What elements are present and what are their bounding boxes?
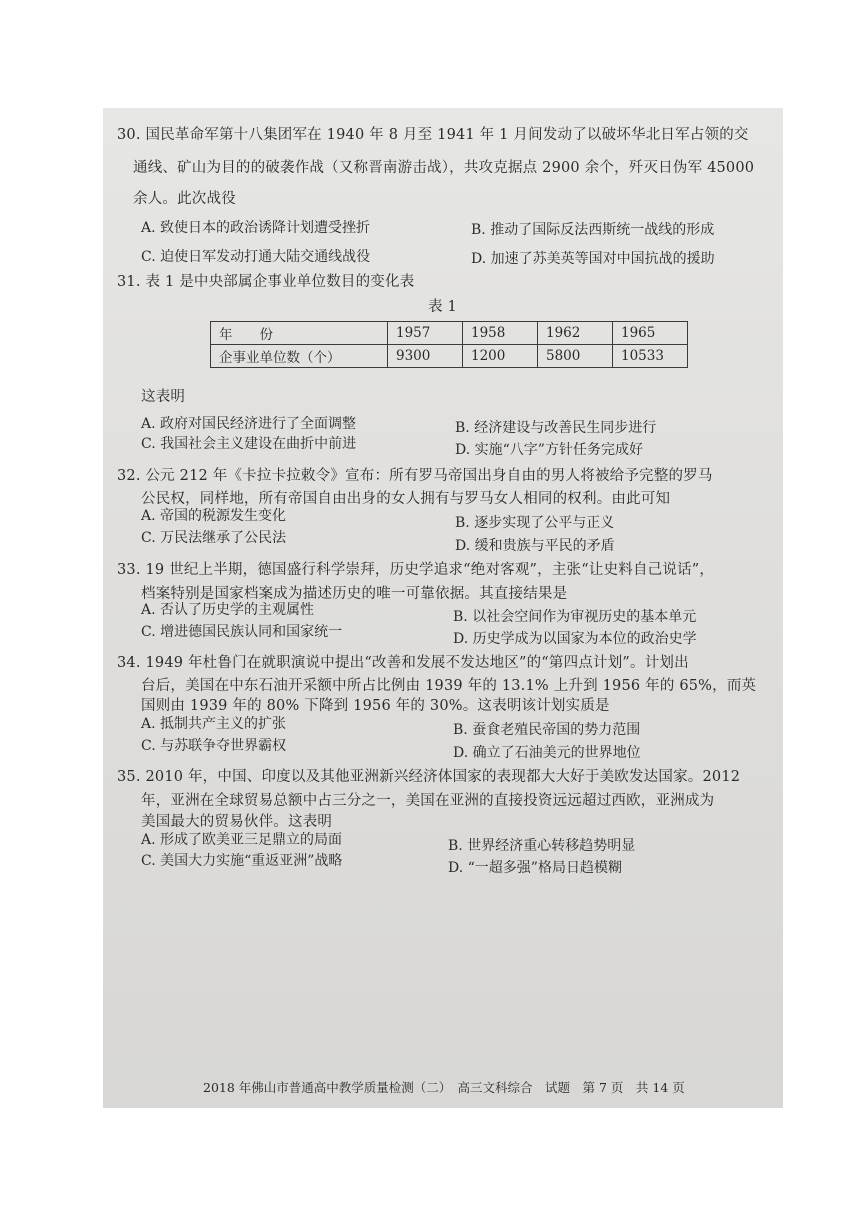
option-b: B. 经济建设与改善民生同步进行: [455, 420, 657, 436]
table-header-cell: 企事业单位数（个）: [211, 345, 388, 368]
table-row: [211, 322, 688, 345]
exam-page: [103, 108, 783, 1108]
option-d: D. 加速了苏美英等国对中国抗战的援助: [471, 251, 715, 267]
option-c: C. 增进德国民族认同和国家统一: [141, 624, 343, 640]
data-table: [210, 321, 688, 368]
table-header-cell: 年 份: [211, 322, 388, 345]
question-stem-line: 台后，美国在中东石油开采额中所占比例由 1939 年的 13.1% 上升到 1956 年的 65%，而英: [141, 678, 757, 694]
table-cell: 1957: [388, 322, 463, 345]
option-c: C. 迫使日军发动打通大陆交通线战役: [141, 249, 371, 265]
option-b: B. 逐步实现了公平与正义: [455, 515, 615, 531]
option-d: D. 缓和贵族与平民的矛盾: [455, 538, 615, 554]
table-row: [211, 345, 688, 368]
question-stem-line: 公民权，同样地，所有帝国自由出身的女人拥有与罗马女人相同的权利。由此可知: [141, 491, 671, 507]
question-stem-line: 31. 表 1 是中央部属企事业单位数目的变化表: [117, 274, 415, 290]
question-stem-line: 34. 1949 年杜鲁门在就职演说中提出“改善和发展不发达地区”的“第四点计划”。计划出: [117, 655, 689, 671]
question-stem-line: 这表明: [141, 389, 186, 405]
table-cell: 1962: [538, 322, 613, 345]
option-d: D. 历史学成为以国家为本位的政治史学: [453, 631, 697, 647]
option-c: C. 美国大力实施“重返亚洲”战略: [141, 853, 343, 869]
table-cell: 1200: [463, 345, 538, 368]
question-stem-line: 美国最大的贸易伙伴。这表明: [141, 814, 333, 830]
table-cell: 9300: [388, 345, 463, 368]
option-c: C. 与苏联争夺世界霸权: [141, 738, 287, 754]
page-footer: 2018 年佛山市普通高中教学质量检测（二） 高三文科综合 试题 第 7 页 共 14 页: [203, 1080, 685, 1095]
table-cell: 10533: [613, 345, 688, 368]
option-a: A. 致使日本的政治诱降计划遭受挫折: [141, 220, 371, 236]
option-a: A. 抵制共产主义的扩张: [141, 716, 287, 732]
question-stem-line: 余人。此次战役: [133, 191, 236, 207]
question-stem-line: 档案特别是国家档案成为描述历史的唯一可靠依据。其直接结果是: [141, 586, 568, 602]
option-a: A. 帝国的税源发生变化: [141, 508, 287, 524]
option-d: D. 确立了石油美元的世界地位: [453, 745, 641, 761]
option-a: A. 政府对国民经济进行了全面调整: [141, 416, 357, 432]
option-b: B. 推动了国际反法西斯统一战线的形成: [471, 222, 715, 238]
table-cell: 1958: [463, 322, 538, 345]
question-stem-line: 35. 2010 年，中国、印度以及其他亚洲新兴经济体国家的表现都大大好于美欧发达国家。2012: [117, 769, 741, 785]
question-stem-line: 通线、矿山为目的的破袭作战（又称晋南游击战），共攻克据点 2900 余个，歼灭日伪军 45000: [133, 160, 755, 176]
question-stem-line: 33. 19 世纪上半期，德国盛行科学崇拜，历史学追求“绝对客观”，主张“让史料自己说话”，: [117, 562, 715, 578]
option-a: A. 形成了欧美亚三足鼎立的局面: [141, 832, 343, 848]
option-b: B. 世界经济重心转移趋势明显: [448, 838, 636, 854]
table-cell: 5800: [538, 345, 613, 368]
question-stem-line: 年，亚洲在全球贸易总额中占三分之一，美国在亚洲的直接投资远远超过西欧，亚洲成为: [141, 793, 715, 809]
table-title: 表 1: [428, 299, 457, 315]
question-stem-line: 30. 国民革命军第十八集团军在 1940 年 8 月至 1941 年 1 月间发动了以破坏华北日军占领的交: [117, 127, 749, 143]
question-stem-line: 32. 公元 212 年《卡拉卡拉敕令》宣布：所有罗马帝国出身自由的男人将被给予完整的罗马: [117, 468, 713, 484]
option-b: B. 以社会空间作为审视历史的基本单元: [453, 609, 697, 625]
question-stem-line: 国则由 1939 年的 80% 下降到 1956 年的 30%。这表明该计划实质是: [141, 698, 610, 714]
option-a: A. 否认了历史学的主观属性: [141, 602, 315, 618]
option-c: C. 万民法继承了公民法: [141, 530, 287, 546]
option-d: D. “一超多强”格局日趋模糊: [448, 860, 622, 876]
option-b: B. 蚕食老殖民帝国的势力范围: [453, 722, 641, 738]
option-d: D. 实施“八字”方针任务完成好: [455, 442, 643, 458]
option-c: C. 我国社会主义建设在曲折中前进: [141, 436, 357, 452]
table-cell: 1965: [613, 322, 688, 345]
